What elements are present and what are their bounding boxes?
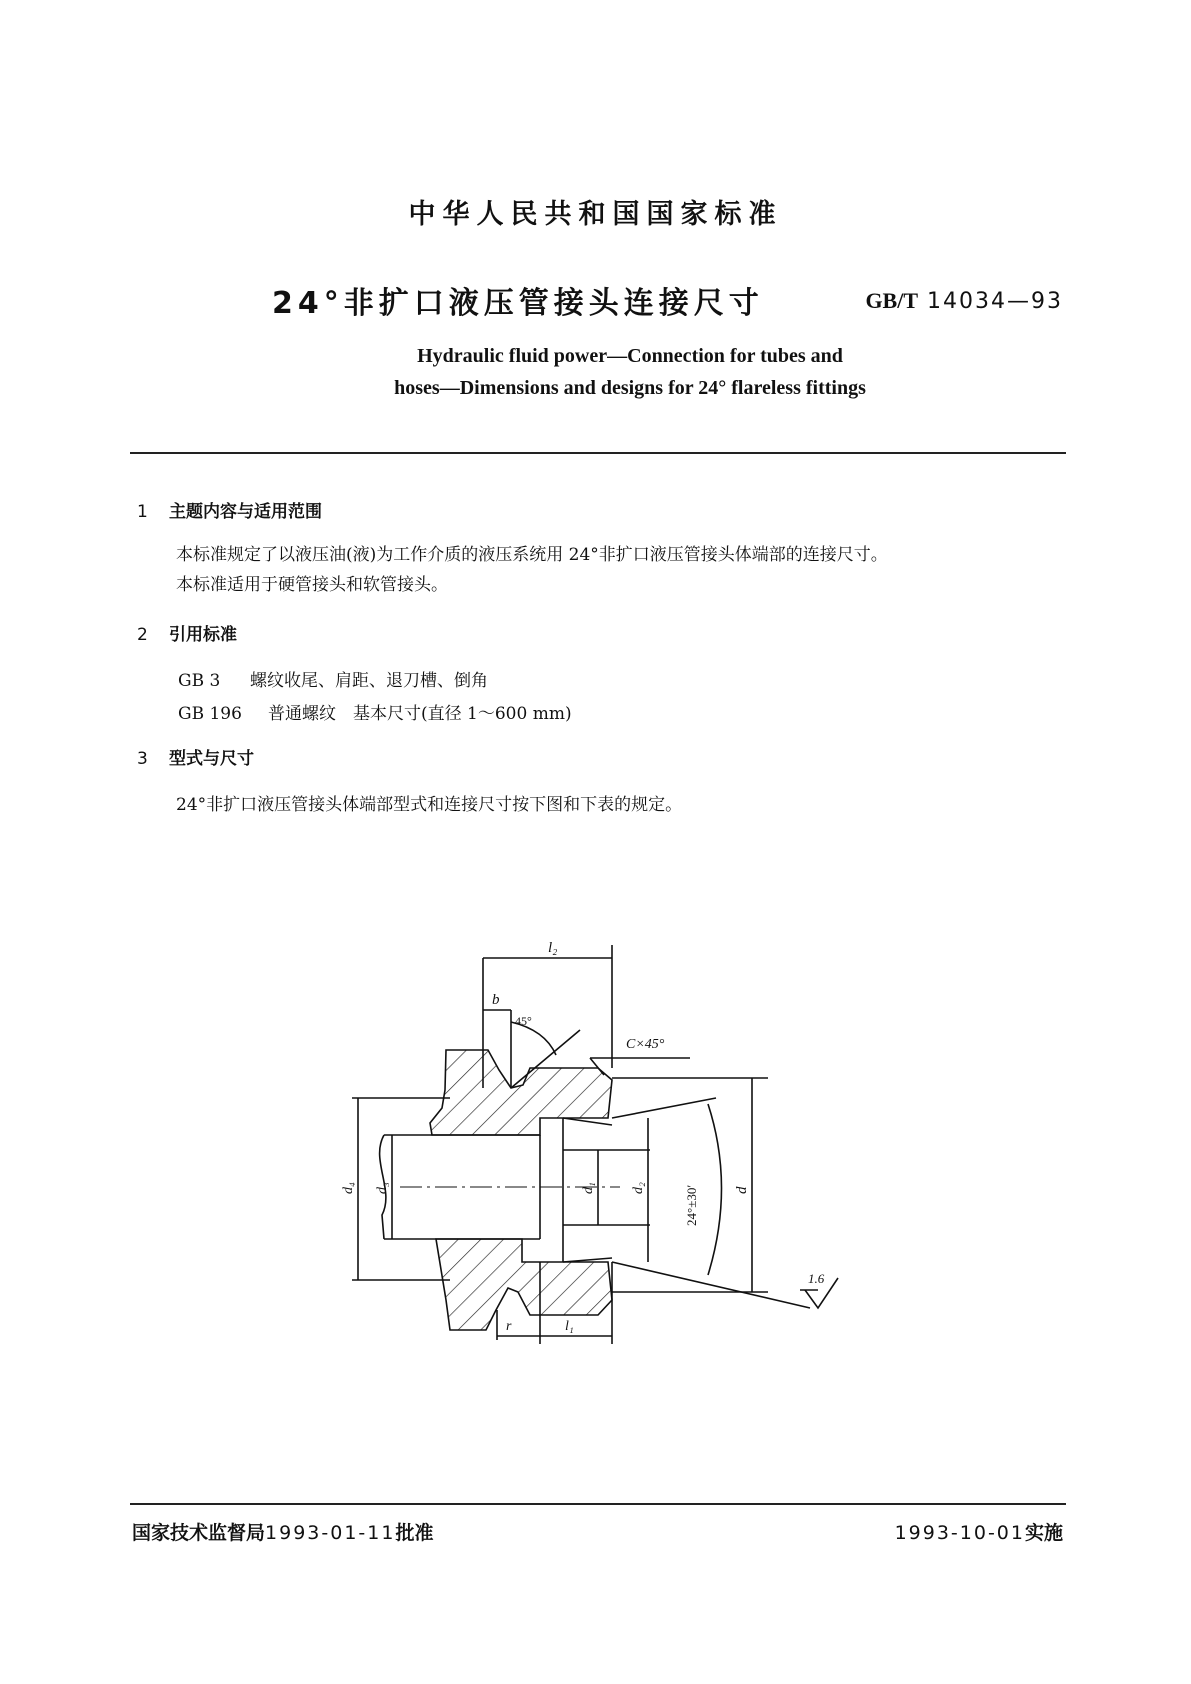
implement-suffix: 实施 bbox=[1024, 1522, 1063, 1544]
section-number: 2 bbox=[137, 625, 148, 645]
cone-angle-line-lower bbox=[612, 1262, 810, 1308]
fitting-lower-section bbox=[436, 1239, 612, 1330]
label-d: d bbox=[734, 1186, 750, 1194]
label-angle24: 24°±30′ bbox=[684, 1184, 699, 1226]
label-r: r bbox=[506, 1319, 512, 1334]
issuer: 国家技术监督局 bbox=[132, 1522, 266, 1544]
label-d2: d₂ bbox=[631, 1182, 646, 1194]
label-b: b bbox=[492, 992, 500, 1008]
approval-line bbox=[132, 1518, 433, 1545]
label-l2: l₂ bbox=[548, 940, 558, 956]
label-roughness: 1.6 bbox=[808, 1271, 825, 1286]
label-d4: d₄ bbox=[341, 1182, 356, 1194]
approve-suffix: 批准 bbox=[395, 1522, 434, 1544]
section-title: 型式与尺寸 bbox=[169, 749, 254, 769]
reference-title: 普通螺纹 基本尺寸(直径 1～600 mm) bbox=[268, 704, 572, 724]
label-d3: d₃ bbox=[375, 1182, 390, 1194]
approve-date: 1993-01-11 bbox=[265, 1522, 396, 1544]
cone-line-upper bbox=[563, 1118, 612, 1125]
reference-title: 螺纹收尾、肩距、退刀槽、倒角 bbox=[250, 671, 488, 691]
section-number: 1 bbox=[137, 502, 148, 522]
label-l1: l₁ bbox=[565, 1319, 574, 1334]
label-d1: d₁ bbox=[581, 1182, 596, 1194]
section-title: 主题内容与适用范围 bbox=[169, 502, 322, 522]
fitting-upper-section bbox=[430, 1050, 612, 1135]
label-angle45: 45° bbox=[515, 1014, 532, 1028]
footer-rule bbox=[130, 1503, 1066, 1505]
title-en-line2: hoses—Dimensions and designs for 24° flareless fittings bbox=[394, 377, 866, 399]
cone-angle-line-upper bbox=[612, 1098, 716, 1118]
section-title: 引用标准 bbox=[169, 625, 237, 645]
document-title-cn: 24°非扩口液压管接头连接尺寸 bbox=[272, 286, 764, 321]
code-prefix: GB/T bbox=[865, 288, 919, 313]
implement-date: 1993-10-01 bbox=[894, 1522, 1025, 1544]
angle-24-arc bbox=[708, 1104, 722, 1275]
paragraph: 24°非扩口液压管接头体端部型式和连接尺寸按下图和下表的规定。 bbox=[176, 795, 683, 815]
label-chamfer: C×45° bbox=[626, 1037, 665, 1052]
national-standard-heading: 中华人民共和国国家标准 bbox=[408, 199, 783, 230]
reference-code: GB 3 bbox=[178, 671, 221, 691]
paragraph: 本标准适用于硬管接头和软管接头。 bbox=[176, 575, 448, 595]
code-number: 14034—93 bbox=[927, 289, 1063, 314]
reference-code: GB 196 bbox=[178, 704, 242, 724]
implementation-line bbox=[895, 1518, 1063, 1545]
section-number: 3 bbox=[137, 749, 148, 769]
title-en-line1: Hydraulic fluid power—Connection for tubes and bbox=[417, 345, 843, 367]
paragraph: 本标准规定了以液压油(液)为工作介质的液压系统用 24°非扩口液压管接头体端部的连接尺寸。 bbox=[176, 545, 888, 565]
